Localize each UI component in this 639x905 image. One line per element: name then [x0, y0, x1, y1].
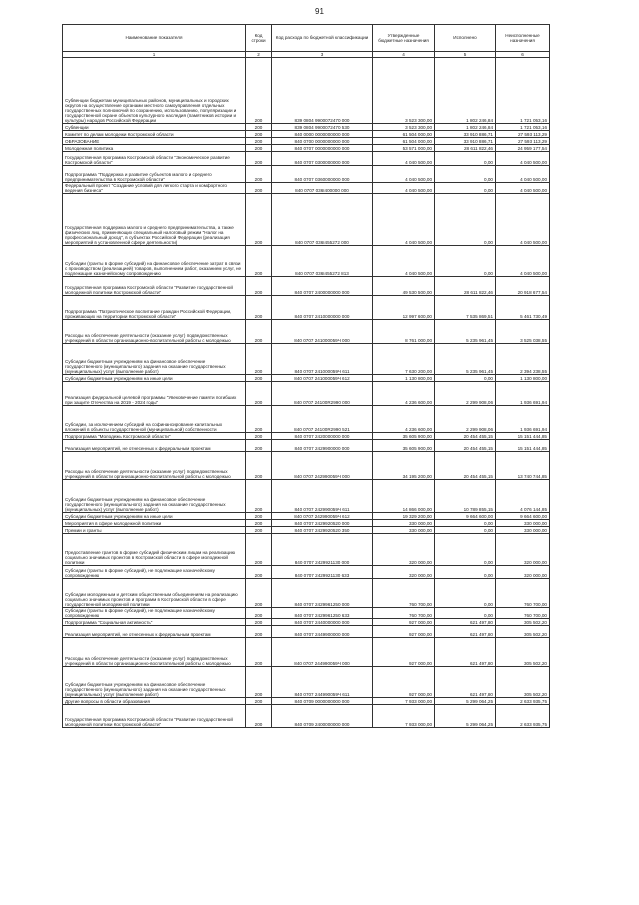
row-executed: 5 299 064,25 — [435, 698, 496, 705]
row-name: Подпрограмма "Социальная активность" — [63, 619, 246, 626]
row-budget-code: 840 0700 0000000000 000 — [272, 138, 373, 145]
row-approved: 760 700,00 — [373, 608, 435, 619]
table-row — [63, 638, 550, 667]
row-name: Расходы на обеспечение деятельности (оказание услуг) подведомственных учреждений в области организационно-воспитательной работы с молодежью — [63, 452, 246, 480]
row-executed: 0,00 — [435, 520, 496, 527]
row-line-code: 200 — [246, 579, 272, 608]
row-budget-code: 840 0709 0000000000 000 — [272, 698, 373, 705]
row-unexecuted: 4 040 500,00 — [496, 194, 550, 246]
row-unexecuted: 330 000,00 — [496, 520, 550, 527]
row-line-code: 200 — [246, 246, 272, 277]
row-line-code: 200 — [246, 131, 272, 138]
table-row — [63, 183, 550, 194]
row-name: Субсидии молодежным и детским общественным объединениям на реализацию социально значимых проектов и программ в Костромской области в сфере государственной молодежной политики — [63, 579, 246, 608]
row-unexecuted: 1 936 691,94 — [496, 382, 550, 406]
row-budget-code: 840 0707 242990059Ч 612 — [272, 513, 373, 520]
row-budget-code: 840 0707 2449900000 000 — [272, 626, 373, 638]
column-number: 1 — [63, 52, 246, 58]
row-budget-code: 840 0707 242990059Ч 611 — [272, 480, 373, 513]
row-budget-code: 840 0707 036I455272 813 — [272, 246, 373, 277]
row-unexecuted: 15 151 444,85 — [496, 433, 550, 440]
row-line-code: 200 — [246, 566, 272, 579]
row-executed: 0,00 — [435, 534, 496, 566]
row-budget-code: 840 0707 2420000000 000 — [272, 433, 373, 440]
row-name: Государственная программа Костромской области "Развитие государственной молодежной политики Костромской области" — [63, 705, 246, 728]
row-line-code: 200 — [246, 145, 272, 152]
row-line-code: 200 — [246, 375, 272, 382]
row-executed: 5 235 961,45 — [435, 344, 496, 375]
row-approved: 320 000,00 — [373, 566, 435, 579]
row-budget-code: 840 0707 2410000000 000 — [272, 296, 373, 320]
row-approved: 34 195 200,00 — [373, 452, 435, 480]
row-executed: 0,00 — [435, 375, 496, 382]
row-approved: 330 000,00 — [373, 520, 435, 527]
row-name: Расходы на обеспечение деятельности (оказание услуг) подведомственных учреждений в области организационно-воспитательной работы с молодежью — [63, 638, 246, 667]
row-executed: 1 802 246,84 — [435, 58, 496, 124]
row-unexecuted: 1 721 053,16 — [496, 124, 550, 131]
row-line-code: 200 — [246, 452, 272, 480]
row-budget-code: 840 0707 2400000000 000 — [272, 277, 373, 296]
row-budget-code: 840 0707 2429920520 000 — [272, 520, 373, 527]
row-name: Подпрограмма "Патриотическое воспитание граждан Российской Федерации, проживающих на территории Костромской области" — [63, 296, 246, 320]
header-approved: Утвержденные бюджетные назначения — [373, 25, 435, 52]
row-unexecuted: 4 040 500,00 — [496, 166, 550, 183]
row-unexecuted: 4 076 144,85 — [496, 480, 550, 513]
row-unexecuted: 305 502,20 — [496, 619, 550, 626]
row-budget-code: 840 0707 0360000000 000 — [272, 166, 373, 183]
row-line-code: 200 — [246, 667, 272, 698]
row-name: Субсидии (гранты в форме субсидий), не подлежащие казначейскому сопровождению — [63, 608, 246, 619]
budget-table — [62, 24, 550, 728]
row-executed: 28 611 822,46 — [435, 277, 496, 296]
row-unexecuted: 320 000,00 — [496, 534, 550, 566]
row-approved: 320 000,00 — [373, 534, 435, 566]
row-line-code: 200 — [246, 698, 272, 705]
row-unexecuted: 2 633 935,75 — [496, 705, 550, 728]
row-approved: 7 630 200,00 — [373, 344, 435, 375]
table-row — [63, 375, 550, 382]
row-approved: 7 933 000,00 — [373, 705, 435, 728]
row-name: Реализация федеральной целевой программы "Увековечение памяти погибших при защите Отечества на 2019 - 2024 годы" — [63, 382, 246, 406]
row-executed: 33 910 886,71 — [435, 131, 496, 138]
row-executed: 0,00 — [435, 579, 496, 608]
row-budget-code: 840 0707 2429921130 633 — [272, 566, 373, 579]
row-executed: 20 454 455,15 — [435, 433, 496, 440]
table-row — [63, 705, 550, 728]
row-line-code: 200 — [246, 124, 272, 131]
row-unexecuted: 1 130 800,00 — [496, 375, 550, 382]
row-budget-code: 840 0707 2429900000 000 — [272, 440, 373, 452]
row-executed: 621 497,80 — [435, 638, 496, 667]
column-number: 5 — [435, 52, 496, 58]
row-executed: 0,00 — [435, 608, 496, 619]
header-budget-code: Код расхода по бюджетной классификации — [272, 25, 373, 52]
row-budget-code: 840 0707 2429921130 000 — [272, 534, 373, 566]
table-row — [63, 124, 550, 131]
row-name: Субсидии (гранты в форме субсидий) на финансовое обеспечение затрат в связи с производством (реализацией) товаров, выполнением работ, оказанием услуг, не подлежащие казначейскому сопровождению — [63, 246, 246, 277]
column-number: 2 — [246, 52, 272, 58]
row-approved: 1 130 800,00 — [373, 375, 435, 382]
table-row — [63, 698, 550, 705]
row-unexecuted: 4 040 500,00 — [496, 246, 550, 277]
row-name: Субсидии бюджетным учреждениям на иные цели — [63, 375, 246, 382]
table-row — [63, 480, 550, 513]
row-approved: 14 866 000,00 — [373, 480, 435, 513]
row-unexecuted: 9 664 600,00 — [496, 513, 550, 520]
table-row — [63, 513, 550, 520]
row-approved: 927 000,00 — [373, 619, 435, 626]
row-line-code: 200 — [246, 296, 272, 320]
row-executed: 28 611 822,46 — [435, 145, 496, 152]
row-line-code: 200 — [246, 527, 272, 534]
row-executed: 2 299 908,06 — [435, 406, 496, 433]
row-unexecuted: 305 502,20 — [496, 667, 550, 698]
table-row — [63, 152, 550, 166]
row-approved: 3 523 300,00 — [373, 124, 435, 131]
row-unexecuted: 27 593 113,29 — [496, 138, 550, 145]
row-name: Подпрограмма "Поддержка и развитие субъектов малого и среднего предпринимательства в Костромской области" — [63, 166, 246, 183]
table-row — [63, 166, 550, 183]
row-executed: 0,00 — [435, 152, 496, 166]
table-row — [63, 138, 550, 145]
row-name: Субсидии бюджетным учреждениям на иные цели — [63, 513, 246, 520]
row-name: Расходы на обеспечение деятельности (оказание услуг) подведомственных учреждений в области организационно-воспитательной работы с молодежью — [63, 320, 246, 344]
table-row — [63, 145, 550, 152]
row-budget-code: 840 0707 2429920520 350 — [272, 527, 373, 534]
row-name: Мероприятия в сфере молодежной политики — [63, 520, 246, 527]
table-row — [63, 58, 550, 124]
row-executed: 1 802 246,84 — [435, 124, 496, 131]
row-budget-code: 840 0707 24100R2990 521 — [272, 406, 373, 433]
row-unexecuted: 305 502,20 — [496, 626, 550, 638]
row-name: Субсидии бюджетным учреждениям на финансовое обеспечение государственного (муниципального) задания на оказание государственных (муниципальных) услуг (выполнение работ) — [63, 344, 246, 375]
row-executed: 9 664 600,00 — [435, 513, 496, 520]
row-executed: 10 789 855,15 — [435, 480, 496, 513]
row-line-code: 200 — [246, 626, 272, 638]
row-executed: 5 299 064,25 — [435, 705, 496, 728]
row-approved: 35 605 900,00 — [373, 440, 435, 452]
row-approved: 53 571 000,00 — [373, 145, 435, 152]
row-approved: 4 236 600,00 — [373, 382, 435, 406]
row-name: Государственная программа Костромской области "Развитие государственной молодежной политики Костромской области" — [63, 277, 246, 296]
row-name: Субсидии бюджетным учреждениям на финансовое обеспечение государственного (муниципального) задания на оказание государственных (муниципальных) услуг (выполнение работ) — [63, 667, 246, 698]
row-line-code: 200 — [246, 277, 272, 296]
row-name: Предоставление грантов в форме субсидий физическим лицам на реализацию социально значимых проектов в Костромской области в сфере молодежной политики — [63, 534, 246, 566]
row-line-code: 200 — [246, 705, 272, 728]
row-approved: 7 933 000,00 — [373, 698, 435, 705]
row-budget-code: 840 0707 2429961250 000 — [272, 579, 373, 608]
column-number: 4 — [373, 52, 435, 58]
row-approved: 35 605 900,00 — [373, 433, 435, 440]
row-budget-code: 840 0709 2400000000 000 — [272, 705, 373, 728]
row-unexecuted: 27 593 113,29 — [496, 131, 550, 138]
header-unexecuted: Неисполненные назначения — [496, 25, 550, 52]
table-row — [63, 566, 550, 579]
row-approved: 61 504 000,00 — [373, 131, 435, 138]
row-name: Реализация мероприятий, не отнесенных к федеральным проектам — [63, 440, 246, 452]
row-budget-code: 840 0707 244990059Ч 611 — [272, 667, 373, 698]
row-line-code: 200 — [246, 382, 272, 406]
row-approved: 19 329 200,00 — [373, 513, 435, 520]
row-name: Премии и гранты — [63, 527, 246, 534]
row-approved: 4 040 500,00 — [373, 246, 435, 277]
table-row — [63, 320, 550, 344]
row-line-code: 200 — [246, 138, 272, 145]
row-unexecuted: 2 394 238,55 — [496, 344, 550, 375]
row-unexecuted: 4 040 500,00 — [496, 152, 550, 166]
row-executed: 0,00 — [435, 566, 496, 579]
row-approved: 760 700,00 — [373, 579, 435, 608]
row-unexecuted: 320 000,00 — [496, 566, 550, 579]
row-line-code: 200 — [246, 166, 272, 183]
table-row — [63, 626, 550, 638]
row-budget-code: 840 0707 242990059Ч 000 — [272, 452, 373, 480]
table-row — [63, 440, 550, 452]
row-budget-code: 839 0804 9900072470 530 — [272, 124, 373, 131]
row-budget-code: 840 0707 0300000000 000 — [272, 152, 373, 166]
table-row — [63, 131, 550, 138]
row-line-code: 200 — [246, 406, 272, 433]
row-line-code: 200 — [246, 619, 272, 626]
row-unexecuted: 1 721 053,16 — [496, 58, 550, 124]
header-name: Наименование показателя — [63, 25, 246, 52]
row-unexecuted: 2 633 935,75 — [496, 698, 550, 705]
row-unexecuted: 760 700,00 — [496, 579, 550, 608]
row-executed: 2 299 908,06 — [435, 382, 496, 406]
row-line-code: 200 — [246, 344, 272, 375]
row-approved: 927 000,00 — [373, 667, 435, 698]
row-name: Государственная поддержка малого и среднего предпринимательства, а также физических лиц, применяющих специальный налоговый режим "Налог на профессиональный доход", в субъектах Российской Федерации (реализация мероприятий в установленной сфере деятельности) — [63, 194, 246, 246]
row-approved: 927 000,00 — [373, 626, 435, 638]
table-row — [63, 452, 550, 480]
header-row — [63, 25, 550, 52]
row-line-code: 200 — [246, 480, 272, 513]
row-unexecuted: 20 918 677,54 — [496, 277, 550, 296]
row-approved: 927 000,00 — [373, 638, 435, 667]
row-executed: 20 454 455,15 — [435, 452, 496, 480]
row-budget-code: 839 0804 9900072470 000 — [272, 58, 373, 124]
table-row — [63, 534, 550, 566]
row-executed: 0,00 — [435, 527, 496, 534]
row-line-code: 200 — [246, 534, 272, 566]
row-unexecuted: 15 151 444,85 — [496, 440, 550, 452]
row-name: Субвенции — [63, 124, 246, 131]
table-row — [63, 382, 550, 406]
row-name: Реализация мероприятий, не отнесенных к федеральным проектам — [63, 626, 246, 638]
column-number: 6 — [496, 52, 550, 58]
table-row — [63, 667, 550, 698]
row-name: Комитет по делам молодежи Костромской области — [63, 131, 246, 138]
table-row — [63, 344, 550, 375]
header-executed: Исполнено — [435, 25, 496, 52]
row-name: Молодежная политика — [63, 145, 246, 152]
column-number: 3 — [272, 52, 373, 58]
row-unexecuted: 305 502,20 — [496, 638, 550, 667]
row-budget-code: 840 0707 241000059Ч 612 — [272, 375, 373, 382]
table-row — [63, 527, 550, 534]
page-number: 91 — [315, 7, 324, 16]
row-name: Субсидии, за исключением субсидий на софинансирование капитальных вложений в объекты государственной (муниципальной) собственности — [63, 406, 246, 433]
row-budget-code: 840 0000 0000000000 000 — [272, 131, 373, 138]
row-executed: 0,00 — [435, 194, 496, 246]
row-approved: 4 040 500,00 — [373, 183, 435, 194]
row-line-code: 200 — [246, 58, 272, 124]
row-line-code: 200 — [246, 433, 272, 440]
table-row — [63, 433, 550, 440]
row-name: Федеральный проект "Создание условий для легкого старта и комфортного ведения бизнеса" — [63, 183, 246, 194]
row-executed: 0,00 — [435, 166, 496, 183]
table-row — [63, 619, 550, 626]
row-line-code: 200 — [246, 320, 272, 344]
row-executed: 0,00 — [435, 183, 496, 194]
row-line-code: 200 — [246, 194, 272, 246]
row-unexecuted: 330 000,00 — [496, 527, 550, 534]
row-approved: 12 997 600,00 — [373, 296, 435, 320]
row-name: Субсидии (гранты в форме субсидий), не подлежащие казначейскому сопровождению — [63, 566, 246, 579]
row-unexecuted: 13 740 744,85 — [496, 452, 550, 480]
row-line-code: 200 — [246, 152, 272, 166]
row-executed: 7 535 869,51 — [435, 296, 496, 320]
table-row — [63, 296, 550, 320]
row-name: Подпрограмма "Молодежь Костромской области" — [63, 433, 246, 440]
row-unexecuted: 760 700,00 — [496, 608, 550, 619]
row-budget-code: 840 0707 2440000000 000 — [272, 619, 373, 626]
row-budget-code: 840 0707 0000000000 000 — [272, 145, 373, 152]
row-executed: 621 497,80 — [435, 626, 496, 638]
row-budget-code: 840 0707 24100R2990 000 — [272, 382, 373, 406]
row-budget-code: 840 0707 241000059Ч 000 — [272, 320, 373, 344]
table-row — [63, 194, 550, 246]
row-approved: 4 040 500,00 — [373, 152, 435, 166]
table-row — [63, 608, 550, 619]
row-executed: 621 497,80 — [435, 619, 496, 626]
row-unexecuted: 4 040 500,00 — [496, 183, 550, 194]
row-budget-code: 840 0707 036I400000 000 — [272, 183, 373, 194]
row-executed: 0,00 — [435, 246, 496, 277]
row-line-code: 200 — [246, 638, 272, 667]
row-budget-code: 840 0707 241000059Ч 611 — [272, 344, 373, 375]
row-budget-code: 840 0707 036I455272 000 — [272, 194, 373, 246]
row-name: Государственная программа Костромской области "Экономическое развитие Костромской области" — [63, 152, 246, 166]
row-approved: 49 530 500,00 — [373, 277, 435, 296]
row-name: Субсидии бюджетным учреждениям на финансовое обеспечение государственного (муниципального) задания на оказание государственных (муниципальных) услуг (выполнение работ) — [63, 480, 246, 513]
row-line-code: 200 — [246, 608, 272, 619]
row-name: Другие вопросы в области образования — [63, 698, 246, 705]
row-approved: 8 761 000,00 — [373, 320, 435, 344]
row-unexecuted: 3 525 038,55 — [496, 320, 550, 344]
row-approved: 4 040 500,00 — [373, 194, 435, 246]
row-executed: 621 497,80 — [435, 667, 496, 698]
row-approved: 3 523 300,00 — [373, 58, 435, 124]
header-line-code: Код строки — [246, 25, 272, 52]
row-unexecuted: 24 959 177,54 — [496, 145, 550, 152]
table-row — [63, 520, 550, 527]
row-line-code: 200 — [246, 183, 272, 194]
row-executed: 5 235 961,45 — [435, 320, 496, 344]
row-name: Субвенции бюджетам муниципальных районов, муниципальных и городских округов на осуществление органами местного самоуправления отдельных государственных полномочий по сохранению, использованию, популяризации и государственной охране объектов культурного наследия (памятников истории и культуры) народов Российской Федерации — [63, 58, 246, 124]
table-row — [63, 579, 550, 608]
row-executed: 20 454 455,15 — [435, 440, 496, 452]
row-approved: 61 504 000,00 — [373, 138, 435, 145]
table-row — [63, 277, 550, 296]
row-approved: 330 000,00 — [373, 527, 435, 534]
row-name: ОБРАЗОВАНИЕ — [63, 138, 246, 145]
table-row — [63, 246, 550, 277]
row-line-code: 200 — [246, 440, 272, 452]
table-row — [63, 406, 550, 433]
row-approved: 4 040 500,00 — [373, 166, 435, 183]
row-executed: 33 910 886,71 — [435, 138, 496, 145]
row-approved: 4 236 600,00 — [373, 406, 435, 433]
row-unexecuted: 5 461 730,49 — [496, 296, 550, 320]
row-line-code: 200 — [246, 513, 272, 520]
row-budget-code: 840 0707 244990059Ч 000 — [272, 638, 373, 667]
row-budget-code: 840 0707 2429961250 633 — [272, 608, 373, 619]
row-unexecuted: 1 936 691,94 — [496, 406, 550, 433]
row-line-code: 200 — [246, 520, 272, 527]
